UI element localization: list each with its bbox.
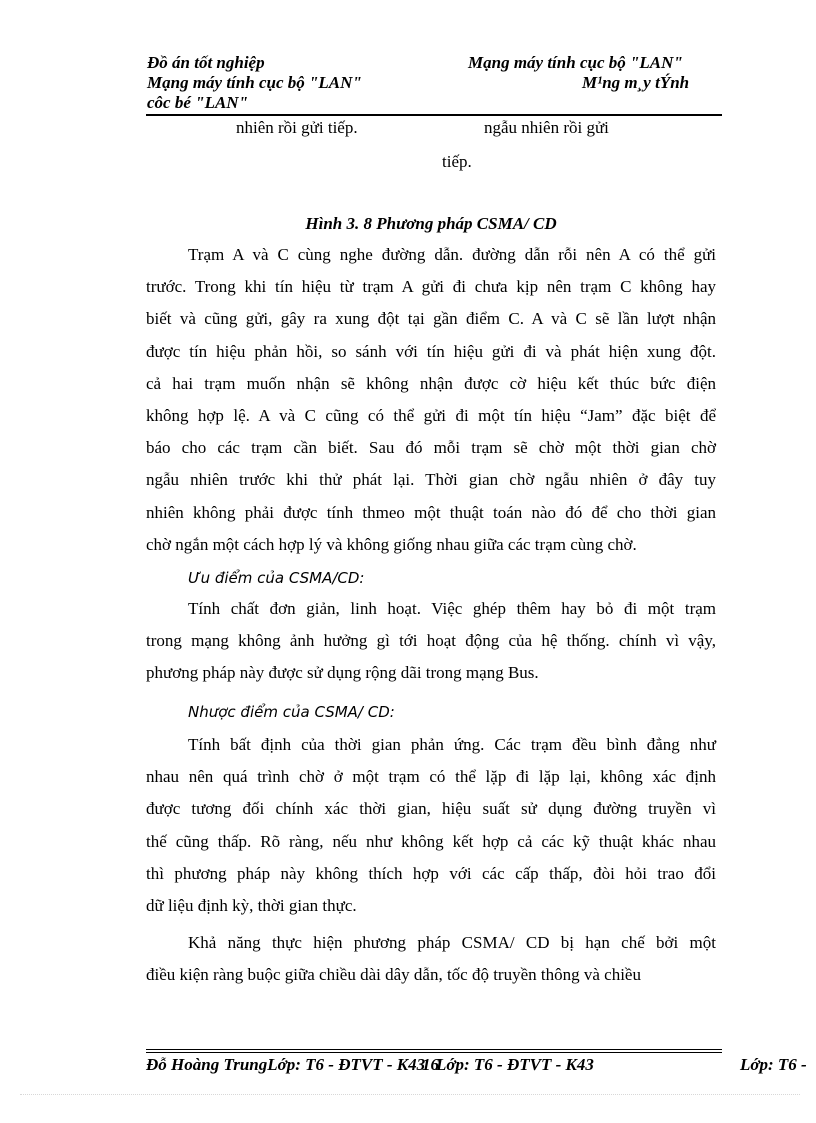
paragraph-line: ngẫu nhiên trước khi thử phát lại. Thời gian chờ ngẫu nhiên ở đây tuy [146,470,716,490]
paragraph-line: cả hai trạm muốn nhận sẽ không nhận được cờ hiệu kết thúc bức điện [146,373,716,393]
paragraph-4 [146,927,716,991]
paragraph-line: báo cho các trạm cần biết. Sau đó mỗi trạm sẽ chờ một thời gian chờ [146,438,716,458]
header-title-right: Mạng máy tính cục bộ "LAN" [468,53,683,72]
paragraph-line: Tính chất đơn giản, linh hoạt. Việc ghép thêm hay bỏ đi một trạm [188,599,716,618]
footer-class-repeat: Lớp: T6 - ĐTVT - K43 [436,1055,594,1074]
paragraph-line: được tương đối chính xác thời gian, hiệu suất sử dụng đường truyền vì [146,799,716,819]
header-subtitle-left: Mạng máy tính cục bộ "LAN" [147,73,362,92]
paragraph-line: dữ liệu định kỳ, thời gian thực. [146,895,357,915]
figure-label-right-cont: tiếp. [442,152,472,171]
paragraph-line: được tín hiệu phản hồi, so sánh với tín hiệu gửi đi và phát hiện xung đột. [146,341,716,361]
footer-author: Đỗ Hoàng Trung [146,1055,268,1074]
paragraph-2 [146,593,716,690]
figure-caption: Hình 3. 8 Phương pháp CSMA/ CD [305,214,557,233]
paragraph-line: trước. Trong khi tín hiệu từ trạm A gửi đi chưa kịp nên trạm C không hay [146,277,716,297]
paragraph-line: Tính bất định của thời gian phản ứng. Các trạm đều bình đẳng như [188,735,716,754]
figure-label-right: ngẫu nhiên rồi gửi [484,118,609,137]
paragraph-line: nhiên không phải được tính thmeo một thuật toán nào đó để cho thời gian [146,502,716,522]
footer-rule-bottom [146,1052,722,1053]
paragraph-line: thế cũng thấp. Rõ ràng, nếu như không kết hợp cả các kỹ thuật khác nhau [146,831,716,851]
paragraph-1 [146,239,716,561]
header-rule [146,114,722,116]
paragraph-line: Trạm A và C cùng nghe đường dẫn. đường dẫn rỗi nên A có thể gửi [188,245,716,264]
header-subtitle-garbled: côc bé "LAN" [147,93,249,112]
paragraph-line: biết và cũng gửi, gây ra xung đột tại gần điểm C. A và C sẽ lần lượt nhận [146,309,716,329]
footer-rule-top [146,1049,722,1050]
paragraph-3 [146,729,716,922]
paragraph-line: Khả năng thực hiện phương pháp CSMA/ CD bị hạn chế bởi một [188,933,716,952]
footer-page-number: 16 [422,1055,439,1074]
header-subtitle-right: M¹ng m¸y tÝnh [582,73,690,92]
footer-author-line [146,1055,425,1075]
footer-class-truncated: Lớp: T6 - [740,1055,807,1074]
disadvantages-heading: Nhược điểm của CSMA/ CD: [188,703,395,721]
paragraph-line: thì phương pháp này không thích hợp với các cấp thấp, đòi hỏi trao đổi [146,863,716,883]
figure-label-left: nhiên rồi gửi tiếp. [236,118,358,137]
paragraph-line: chờ ngắn một cách hợp lý và không giống nhau giữa các trạm cùng chờ. [146,534,637,554]
paragraph-line: phương pháp này được sử dụng rộng dãi trong mạng Bus. [146,663,539,683]
paragraph-line: nhau nên quá trình chờ ở một trạm có thể lặp đi lặp lại, không xác định [146,767,716,787]
paragraph-line: trong mạng không ảnh hưởng gì tới hoạt động của hệ thống. chính vì vậy, [146,631,716,651]
page-bottom-divider [20,1094,800,1095]
advantages-heading: Ưu điểm của CSMA/CD: [188,569,365,587]
paragraph-line: không hợp lệ. A và C cũng có thể gửi đi một tín hiệu “Jam” đặc biệt để [146,405,716,425]
footer-class: Lớp: T6 - ĐTVT - K43 [267,1055,426,1074]
paragraph-line: điều kiện ràng buộc giữa chiều dài dây dẫn, tốc độ truyền thông và chiều [146,965,641,985]
header-title-left: Đồ án tốt nghiệp [147,53,265,72]
